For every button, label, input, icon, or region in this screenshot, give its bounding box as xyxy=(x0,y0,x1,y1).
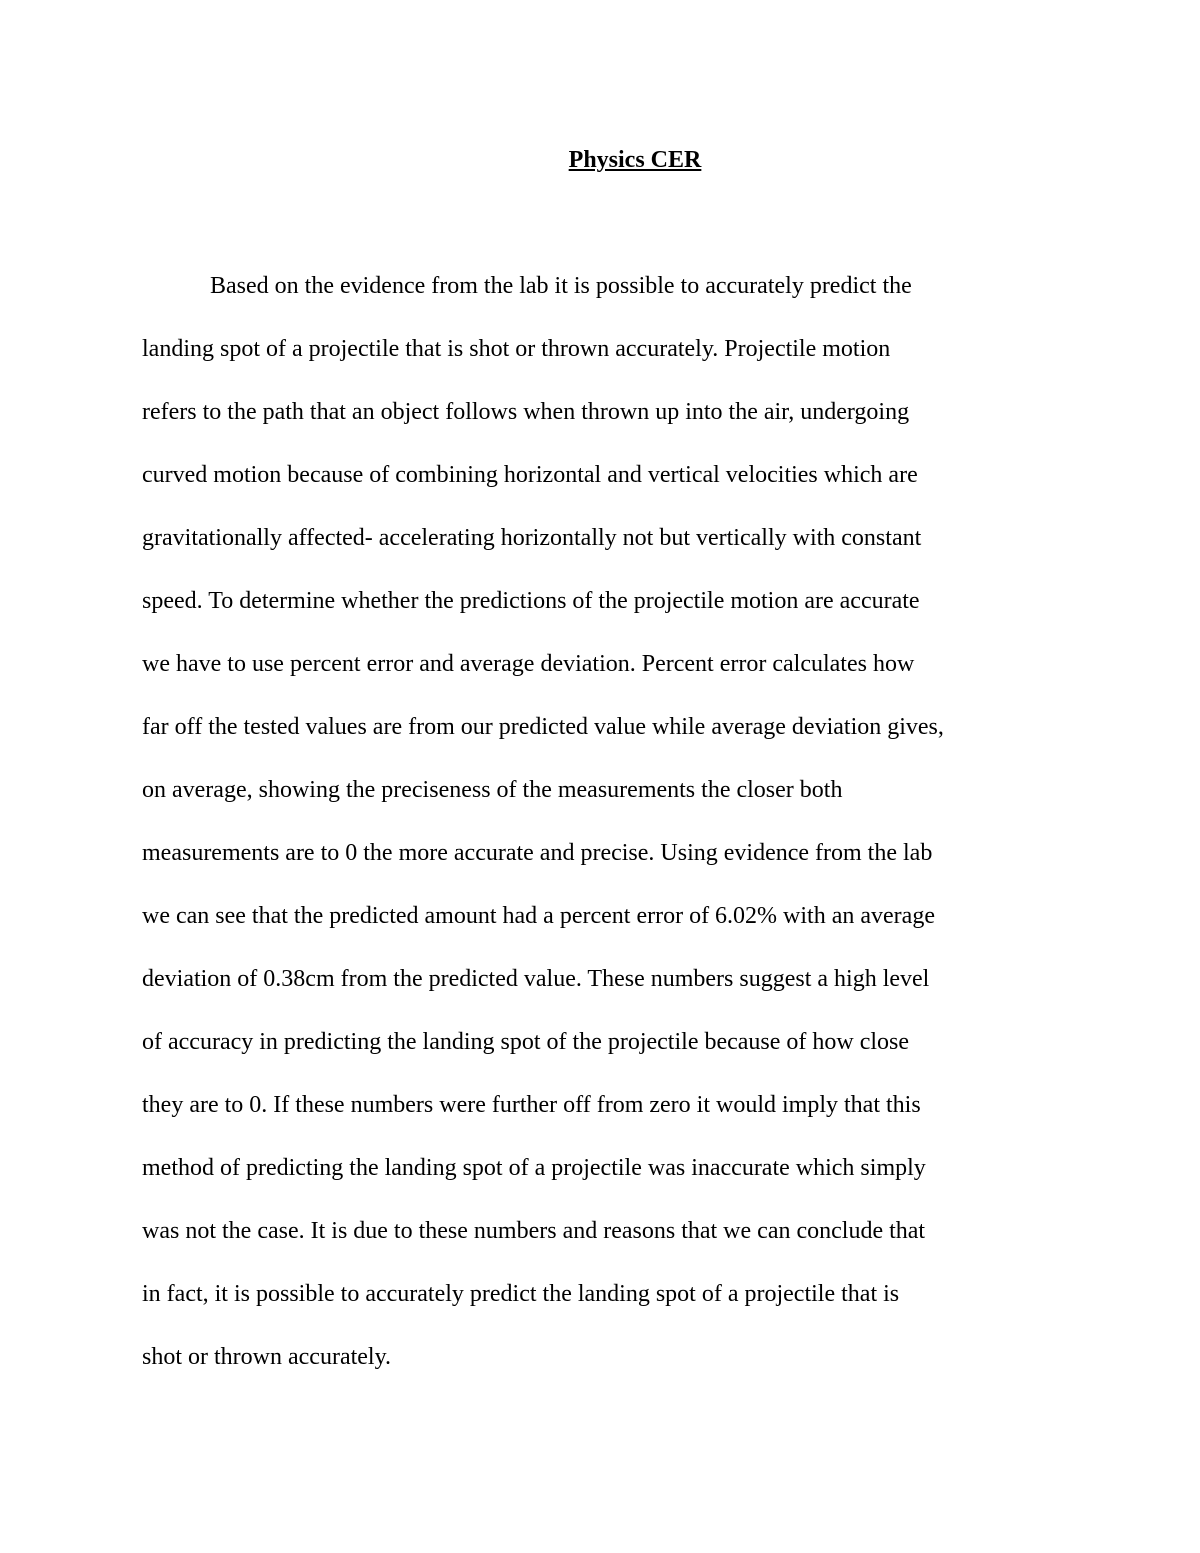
paragraph-line: of accuracy in predicting the landing spot of the projectile because of how close xyxy=(142,1029,910,1055)
paragraph-line: curved motion because of combining horizontal and vertical velocities which are xyxy=(142,462,918,488)
paragraph-line: measurements are to 0 the more accurate and precise. Using evidence from the lab xyxy=(142,840,933,866)
paragraph-line: far off the tested values are from our predicted value while average deviation gives, xyxy=(142,714,944,740)
paragraph-line: gravitationally affected- accelerating horizontally not but vertically with constant xyxy=(142,525,922,551)
paragraph-line: method of predicting the landing spot of a projectile was inaccurate which simply xyxy=(142,1155,926,1181)
paragraph-line: refers to the path that an object follows when thrown up into the air, undergoing xyxy=(142,399,910,425)
paragraph-line: landing spot of a projectile that is shot or thrown accurately. Projectile motion xyxy=(142,336,891,362)
paragraph-line: they are to 0. If these numbers were further off from zero it would imply that this xyxy=(142,1092,921,1118)
document-title: Physics CER xyxy=(568,147,702,173)
paragraph-line: we can see that the predicted amount had a percent error of 6.02% with an average xyxy=(142,903,935,929)
paragraph-line: shot or thrown accurately. xyxy=(142,1344,392,1370)
paragraph-line: deviation of 0.38cm from the predicted value. These numbers suggest a high level xyxy=(142,966,930,992)
paragraph-line: we have to use percent error and average deviation. Percent error calculates how xyxy=(142,651,915,677)
paragraph-line: Based on the evidence from the lab it is possible to accurately predict the xyxy=(210,273,912,299)
paragraph-line: was not the case. It is due to these numbers and reasons that we can conclude that xyxy=(142,1218,926,1244)
paragraph-line: in fact, it is possible to accurately predict the landing spot of a projectile that is xyxy=(142,1281,900,1307)
paragraph-line: on average, showing the preciseness of the measurements the closer both xyxy=(142,777,843,803)
paragraph-line: speed. To determine whether the predictions of the projectile motion are accurate xyxy=(142,588,920,614)
